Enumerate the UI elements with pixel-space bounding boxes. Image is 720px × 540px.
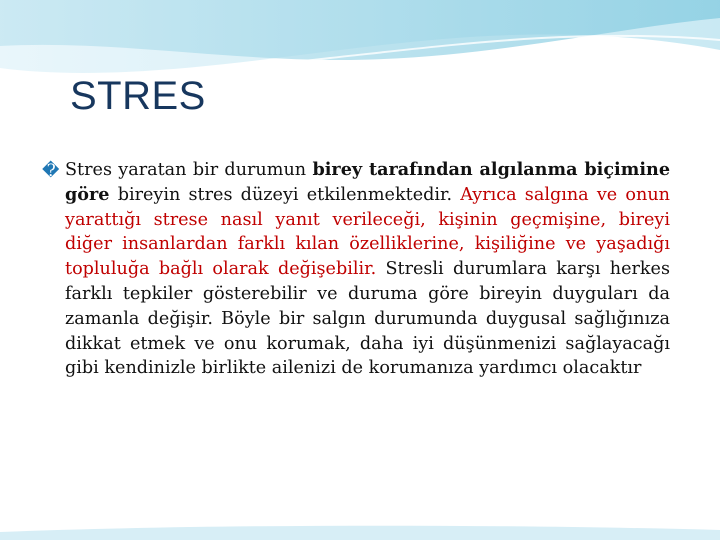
slide-title: STRES [70, 74, 206, 118]
bullet-glyph: � [42, 161, 60, 181]
paragraph-segment-1: Stres yaratan bir durumun [65, 160, 313, 180]
paragraph-segment-3: bireyin stres düzeyi etkilenmektedir. [109, 184, 461, 205]
paragraph-segment-bold: birey tarafından algılanma biçimine göre [65, 159, 671, 205]
slide-body-paragraph [42, 158, 670, 381]
bottom-band-decoration [0, 522, 720, 540]
paragraph-segment-red: Ayrıca salgına ve onun yarattığı strese nasıl yanıt verileceği, kişinin geçmişine, bireyi diğer insanlardan farklı kılan özelliklerine, kişiliğine ve yaşadığı topluluğa bağlı olarak değişebilir. [65, 184, 671, 280]
paragraph-segment-5: Stresli durumlara karşı herkes farklı tepkiler gösterebilir ve duruma göre bireyin duyguları da zamanla değişir. Böyle bir salgın durumunda duygusal sağlığınıza dikkat etmek ve onu korumak, daha iyi düşünmenizi sağlayacağı gibi kendinizle birlikte ailenizi de korumanıza yardımcı olacaktır [65, 259, 670, 379]
